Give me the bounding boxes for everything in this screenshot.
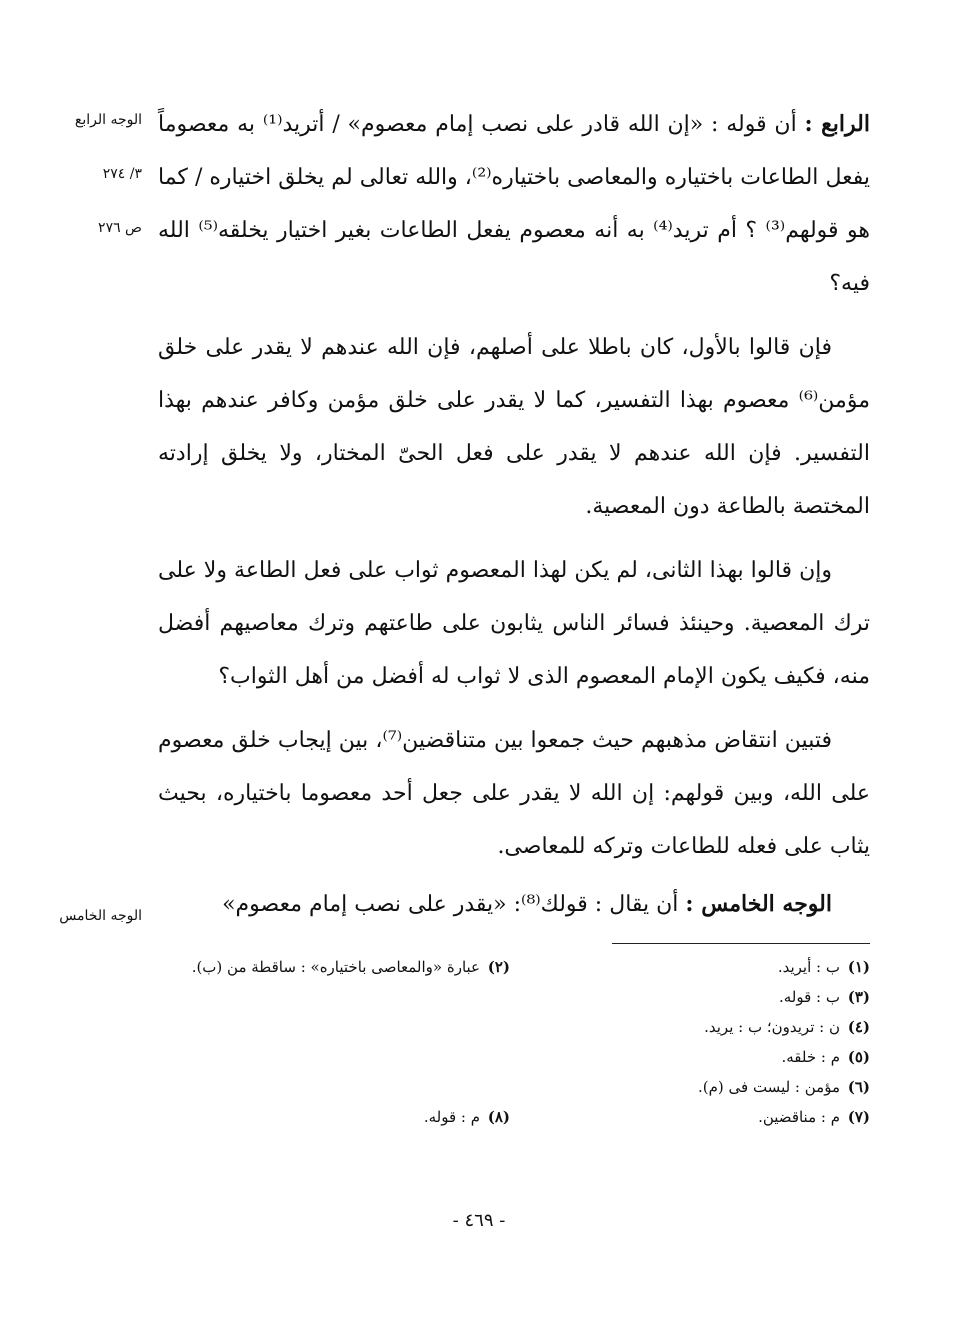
- margin-note: الوجه الخامس: [59, 908, 142, 924]
- footnote-number: (١): [847, 958, 870, 976]
- footnote-number: (٣): [847, 988, 870, 1006]
- paragraph-lead: الوجه الخامس :: [685, 891, 832, 917]
- footnote: [150, 1102, 510, 1132]
- paragraph: [158, 98, 870, 310]
- paragraph-text: أن قوله : «إن الله قادر على نصب إمام معصوم» / أتريد⁽¹⁾ به معصوماً يفعل الطاعات باختياره والمعاصى باختياره⁽²⁾، والله تعالى لم يخلق اختياره / كما هو قولهم⁽³⁾ ؟ أم تريد⁽⁴⁾ به أنه معصوم يفعل الطاعات بغير اختيار يخلقه⁽⁵⁾ الله فيه؟: [158, 112, 871, 296]
- footnote: [510, 1072, 870, 1102]
- footnote-text: ب : أيريد.: [777, 958, 840, 976]
- paragraph-text: وإن قالوا بهذا الثانى، لم يكن لهذا المعصوم ثواب على فعل الطاعة ولا على ترك المعصية. وحينئذ فسائر الناس يثابون على طاعتهم وترك معاصيهم أفضل منه، فكيف يكون الإمام المعصوم الذى لا ثواب له أفضل من أهل الثواب؟: [158, 558, 870, 689]
- footnote-text: عبارة «والمعاصى باختياره» : ساقطة من (ب).: [191, 958, 480, 976]
- footnote-row: [150, 1042, 870, 1072]
- footnote-row: [150, 952, 870, 982]
- page-number: - ٤٦٩ -: [452, 1210, 506, 1231]
- footnote-number: (٧): [847, 1108, 870, 1126]
- footnote-divider: [612, 943, 870, 944]
- footnote: [510, 1012, 870, 1042]
- footnote-row: [150, 1072, 870, 1102]
- paragraph-text: فتبين انتقاض مذهبهم حيث جمعوا بين متناقضين⁽⁷⁾، بين إيجاب خلق معصوم على الله، وبين قولهم: إن الله لا يقدر على جعل أحد معصوما باختياره، بحيث يثاب على فعله للطاعات وتركه للمعاصى.: [158, 728, 870, 859]
- margin-note: ٣/ ٢٧٤: [102, 166, 142, 182]
- footnote-row: [150, 1102, 870, 1132]
- footnote-text: م : قوله.: [423, 1108, 480, 1126]
- footnote-row: [150, 982, 870, 1012]
- footnote: [150, 952, 510, 982]
- footnote-text: ب : قوله.: [778, 988, 840, 1006]
- paragraph-text: فإن قالوا بالأول، كان باطلا على أصلهم، فإن الله عندهم لا يقدر على خلق مؤمن⁽⁶⁾ معصوم بهذا التفسير، كما لا يقدر على خلق مؤمن وكافر عندهم بهذا التفسير. فإن الله عندهم لا يقدر على فعل الحىّ المختار، ولا يخلق إرادته المختصة بالطاعة دون المعصية.: [158, 335, 870, 519]
- footnote-number: (٤): [847, 1018, 870, 1036]
- footnote: [510, 1042, 870, 1072]
- margin-note: الوجه الرابع: [74, 112, 142, 128]
- paragraph-lead: الرابع :: [804, 111, 870, 137]
- paragraph: [158, 544, 870, 703]
- margin-note: ص ٢٧٦: [98, 220, 142, 236]
- footnote-number: (٥): [847, 1048, 870, 1066]
- footnote: [510, 982, 870, 1012]
- footnote-number: (٨): [487, 1108, 510, 1126]
- footnote: [510, 952, 870, 982]
- footnote: [510, 1102, 870, 1132]
- footnote-text: مؤمن : ليست فى (م).: [697, 1078, 840, 1096]
- paragraph: [158, 321, 870, 533]
- footnote-text: م : مناقضين.: [758, 1108, 840, 1126]
- footnote-text: ن : تريدون؛ ب : يريد.: [704, 1018, 840, 1036]
- footnote-row: [150, 1012, 870, 1042]
- footnote-text: م : خلقه.: [781, 1048, 840, 1066]
- main-text: [158, 98, 870, 942]
- footnote-number: (٢): [487, 958, 510, 976]
- paragraph: [158, 878, 870, 931]
- paragraph-text: أن يقال : قولك⁽⁸⁾: «يقدر على نصب إمام معصوم»: [222, 892, 679, 917]
- paragraph: [158, 714, 870, 873]
- footnotes: [150, 952, 870, 1132]
- footnote-number: (٦): [847, 1078, 870, 1096]
